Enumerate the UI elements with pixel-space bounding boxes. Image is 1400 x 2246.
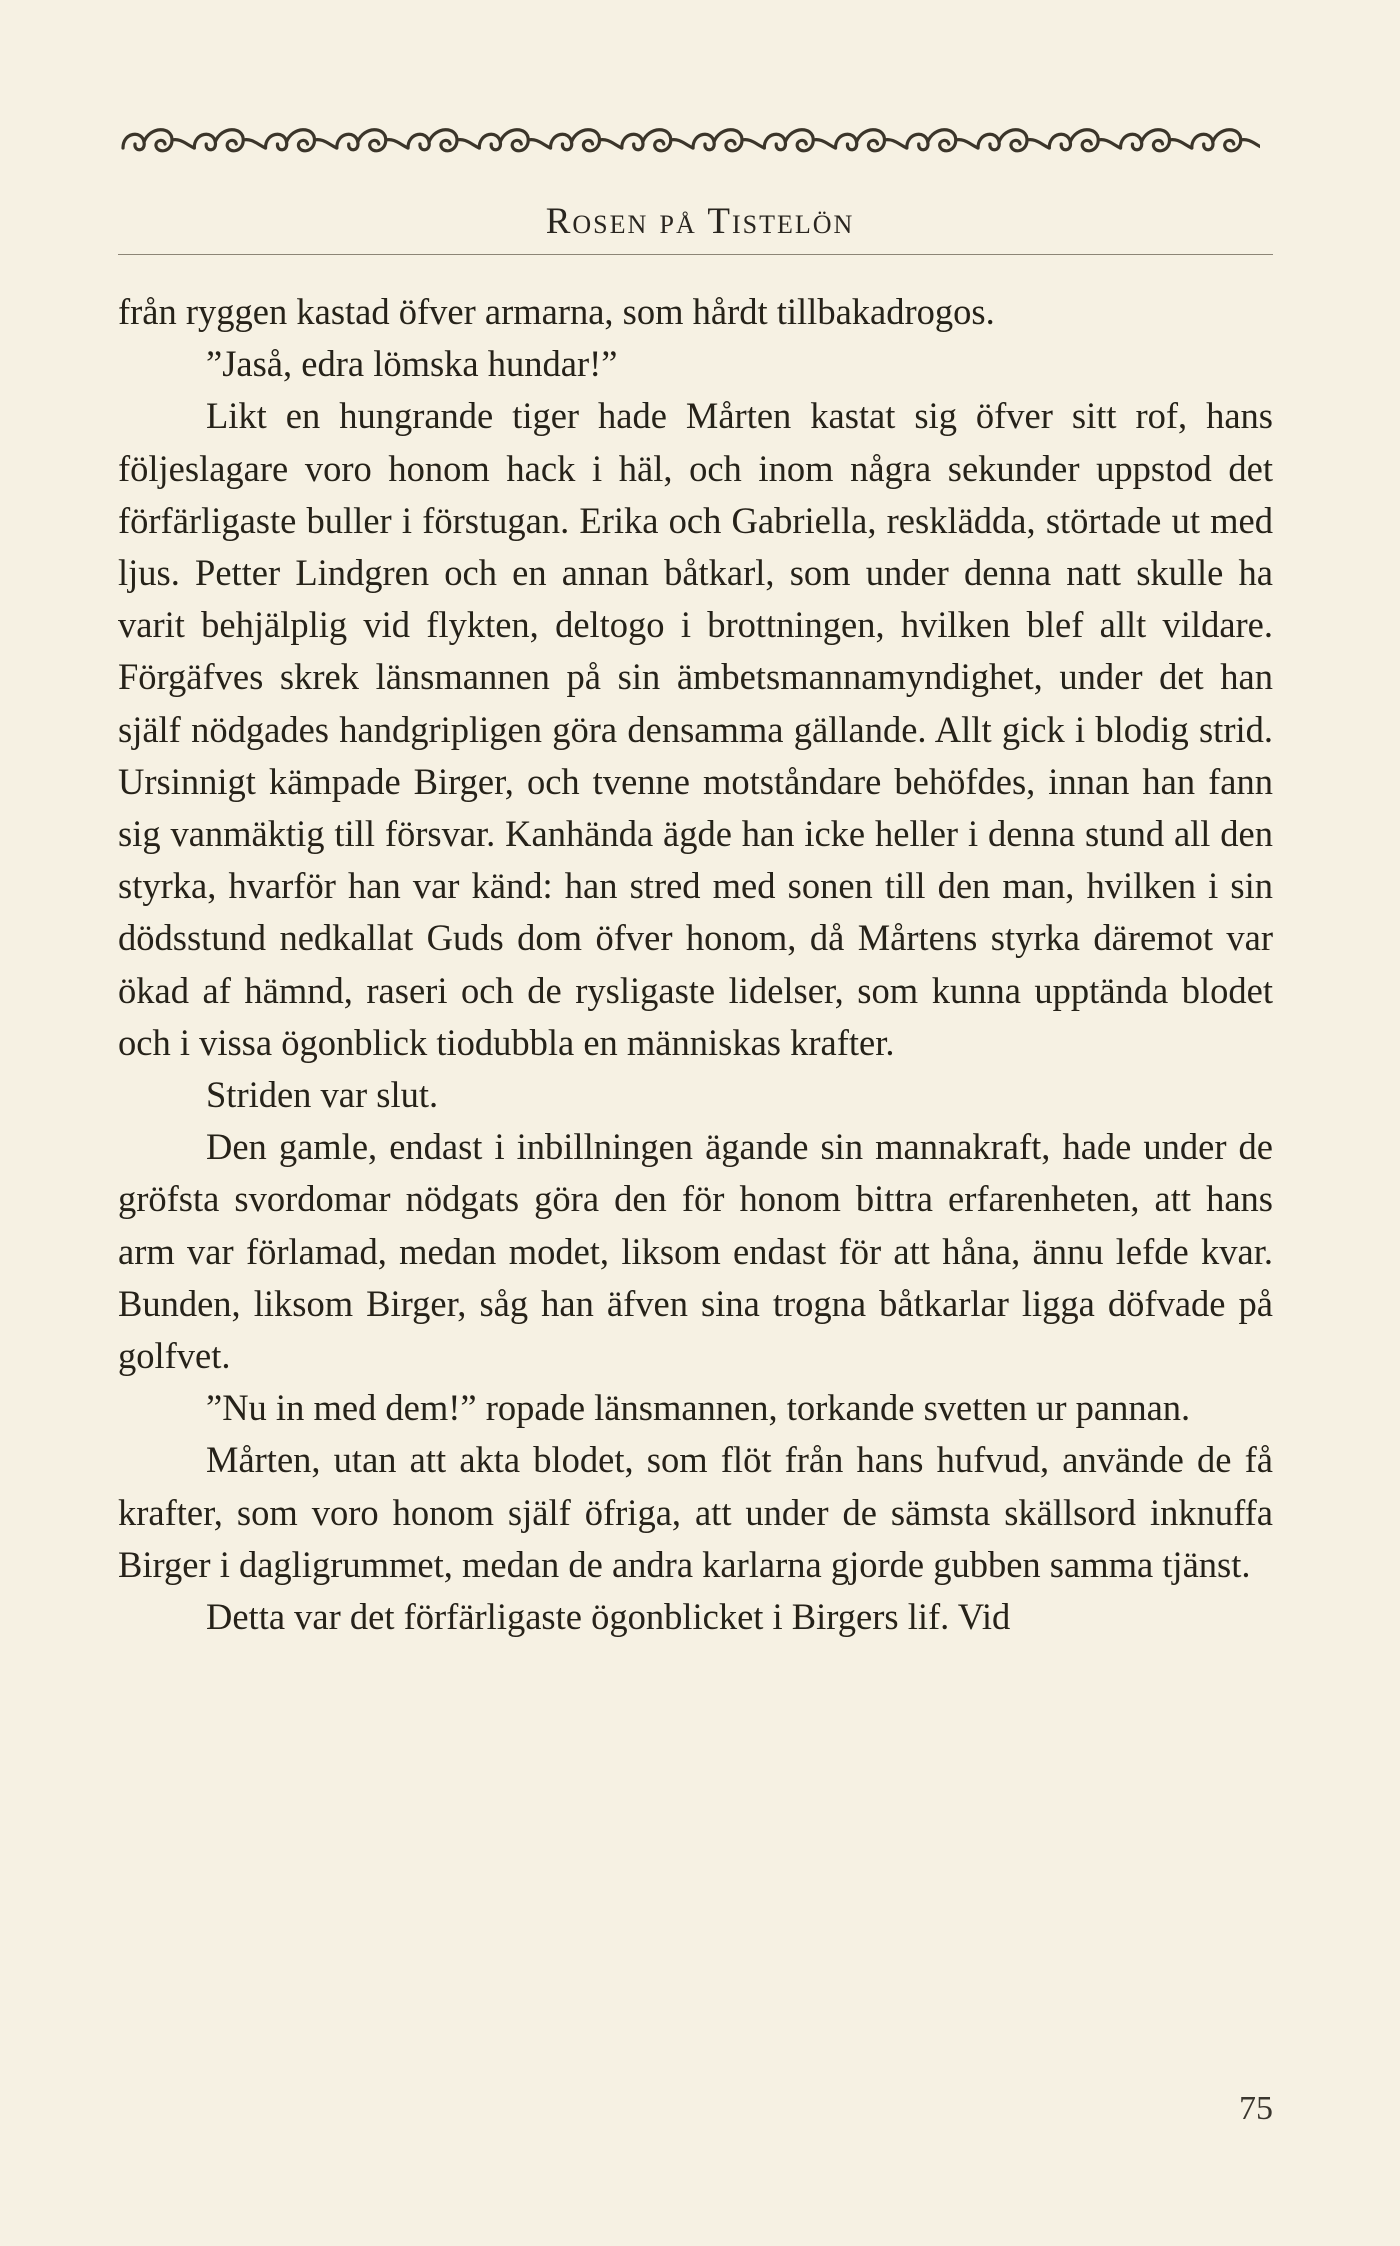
paragraph: Likt en hungrande tiger hade Mårten kastat sig öfver sitt rof, hans följeslagare voro honom hack i häl, och inom några sekunder uppstod det förfärligaste buller i förstugan. Erika och Gabriella, resklädda, störtade ut med ljus. Petter Lindgren och en annan båtkarl, som under denna natt skulle ha varit behjälplig vid flykten, deltogo i brottningen, hvilken blef allt vildare. Förgäfves skrek länsmannen på sin ämbetsmannamyndighet, under det han själf nödgades handgripligen göra densamma gällande. Allt gick i blodig strid. Ursinnigt kämpade Birger, och tvenne motståndare behöfdes, innan han fann sig vanmäktig till försvar. Kanhända ägde han icke heller i denna stund all den styrka, hvarför han var känd: han stred med sonen till den man, hvilken i sin dödsstund nedkallat Guds dom öfver honom, då Mårtens styrka däremot var ökad af hämnd, raseri och de rysligaste lidelser, som kunna upptända blodet och i vissa ögonblick tiodubbla en människas krafter. [118,395,1273,1063]
ornament-scroll [1121,130,1192,151]
ornament-scroll [907,130,978,151]
ornament-scroll [836,130,907,151]
paragraph: ”Nu in med dem!” ropade länsmannen, torkande svetten ur pannan. [206,1387,1191,1429]
running-title: Rosen på Tistelön [545,201,855,242]
scroll-vine-ornament-icon [120,118,1260,164]
paragraph: Detta var det förfärligaste ögonblicket i Birgers lif. Vid [206,1596,1011,1638]
ornament-scroll [123,130,194,151]
ornament-scroll [1192,130,1260,151]
paragraph: Mårten, utan att akta blodet, som flöt från hans hufvud, använde de få krafter, som voro honom själf öfriga, att under de sämsta skällsord inknuffa Birger i dagligrummet, medan de andra karlarna gjorde gubben samma tjänst. [118,1439,1273,1585]
paragraph: Den gamle, endast i inbillningen ägande sin mannakraft, hade under de gröfsta svordomar nödgats göra den för honom bittra erfarenheten, att hans arm var förlamad, medan modet, liksom endast för att håna, ännu lefde kvar. Bunden, liksom Birger, såg han äfven sina trogna båtkarlar ligga döfvade på golfvet. [118,1126,1273,1377]
ornament-scroll [764,130,835,151]
paragraph: Striden var slut. [206,1074,439,1116]
ornament-scroll [194,130,265,151]
ornament-scroll [551,130,622,151]
page-number: 75 [1239,2090,1273,2127]
paragraph: från ryggen kastad öfver armarna, som hårdt tillbakadrogos. [118,291,995,332]
ornament-scroll [693,130,764,151]
header-divider [118,254,1273,255]
ornament-scroll [337,130,408,151]
ornament-scroll [978,130,1049,151]
ornament-scroll [1049,130,1120,151]
paragraph: ”Jaså, edra lömska hundar!” [206,343,618,385]
ornament-scroll [479,130,550,151]
page-body [118,286,1273,1643]
ornament-scroll [408,130,479,151]
ornament-scroll [622,130,693,151]
ornament-scroll [266,130,337,151]
